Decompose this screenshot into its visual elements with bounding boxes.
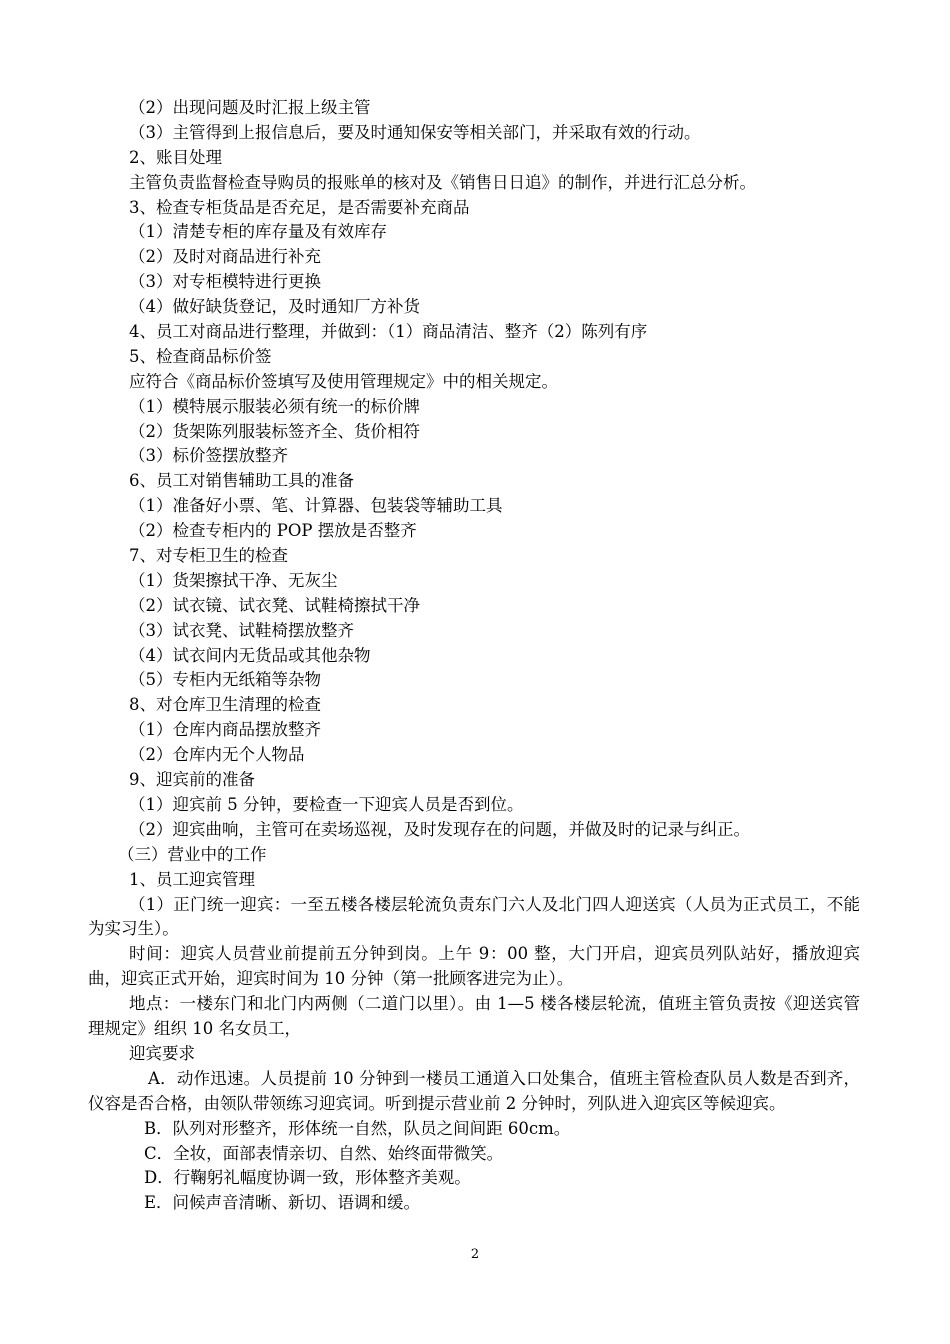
text-line: （1）迎宾前 5 分钟，要检查一下迎宾人员是否到位。 — [129, 794, 524, 814]
section-heading: 5、检查商品标价签 — [129, 346, 272, 366]
page-number: 2 — [470, 1247, 480, 1262]
document-body — [88, 96, 860, 1216]
text-line: （4）做好缺货登记，及时通知厂方补货 — [129, 297, 420, 317]
text-line: （2）货架陈列服装标签齐全、货价相符 — [129, 421, 420, 441]
text-line: （2）及时对商品进行补充 — [129, 247, 321, 267]
text-line: 主管负责监督检查导购员的报账单的核对及《销售日日追》的制作，并进行汇总分析。 — [129, 172, 756, 192]
paragraph-location: 地点：一楼东门和北门内两侧（二道门以里）。由 1—5 楼各楼层轮流，值班主管负责按《迎送宾管理规定》组织 10 名女员工， — [88, 994, 860, 1039]
text-line: （2）迎宾曲响，主管可在卖场巡视，及时发现存在的问题，并做及时的记录与纠正。 — [129, 819, 750, 839]
requirement-item-d: D．行鞠躬礼幅度协调一致，形体整齐美观。 — [144, 1168, 471, 1188]
text-line: （1）清楚专柜的库存量及有效库存 — [129, 222, 387, 242]
section-heading: 9、迎宾前的准备 — [129, 770, 255, 790]
paragraph-entrance-greeting: （1）正门统一迎宾：一至五楼各楼层轮流负责东门六人及北门四人迎送宾（人员为正式员工，不能为实习生）。 — [88, 894, 860, 939]
section-heading: 4、员工对商品进行整理，并做到：（1）商品清洁、整齐（2）陈列有序 — [129, 322, 648, 342]
text-line: （2）仓库内无个人物品 — [129, 745, 305, 765]
text-line: （3）主管得到上报信息后，要及时通知保安等相关部门，并采取有效的行动。 — [129, 122, 701, 142]
requirement-item-b: B．队列对形整齐，形体统一自然，队员之间间距 60cm。 — [144, 1118, 571, 1138]
section-heading: 2、账目处理 — [129, 147, 222, 167]
text-line: （1）仓库内商品摆放整齐 — [129, 720, 321, 740]
section-heading: 3、检查专柜货品是否充足，是否需要补充商品 — [129, 197, 470, 217]
text-line: （5）专柜内无纸箱等杂物 — [129, 670, 321, 690]
section-heading: 6、员工对销售辅助工具的准备 — [129, 471, 354, 491]
chapter-heading: （三）营业中的工作 — [118, 844, 267, 864]
text-line: （2）检查专柜内的 POP 摆放是否整齐 — [129, 521, 417, 541]
text-line: （4）试衣间内无货品或其他杂物 — [129, 645, 371, 665]
requirement-item-c: C．全妆，面部表情亲切、自然、始终面带微笑。 — [144, 1143, 504, 1163]
section-heading: 1、员工迎宾管理 — [129, 869, 255, 889]
text-line: （1）模特展示服装必须有统一的标价牌 — [129, 396, 420, 416]
paragraph-requirements-heading: 迎宾要求 — [129, 1043, 195, 1063]
text-line: （3）标价签摆放整齐 — [129, 446, 288, 466]
text-line: （3）试衣凳、试鞋椅摆放整齐 — [129, 620, 354, 640]
section-heading: 8、对仓库卫生清理的检查 — [129, 695, 321, 715]
paragraph-time: 时间：迎宾人员营业前提前五分钟到岗。上午 9：00 整，大门开启，迎宾员列队站好，播放迎宾曲，迎宾正式开始，迎宾时间为 10 分钟（第一批顾客进完为止）。 — [88, 944, 860, 989]
section-heading: 7、对专柜卫生的检查 — [129, 546, 288, 566]
text-line: （1）准备好小票、笔、计算器、包装袋等辅助工具 — [129, 496, 503, 516]
text-line: （3）对专柜模特进行更换 — [129, 272, 321, 292]
text-line: 应符合《商品标价签填写及使用管理规定》中的相关规定。 — [129, 371, 558, 391]
requirement-item-e: E．问候声音清晰、新切、语调和缓。 — [144, 1193, 421, 1213]
requirement-item-a: A．动作迅速。人员提前 10 分钟到一楼员工通道入口处集合，值班主管检查队员人数是否到齐，仪容是否合格，由领队带领练习迎宾词。听到提示营业前 2 分钟时，列队进入迎宾区等候迎宾。 — [88, 1068, 860, 1113]
text-line: （2）试衣镜、试衣凳、试鞋椅擦拭干净 — [129, 595, 420, 615]
text-line: （1）货架擦拭干净、无灰尘 — [129, 570, 338, 590]
text-line: （2）出现问题及时汇报上级主管 — [129, 98, 371, 117]
